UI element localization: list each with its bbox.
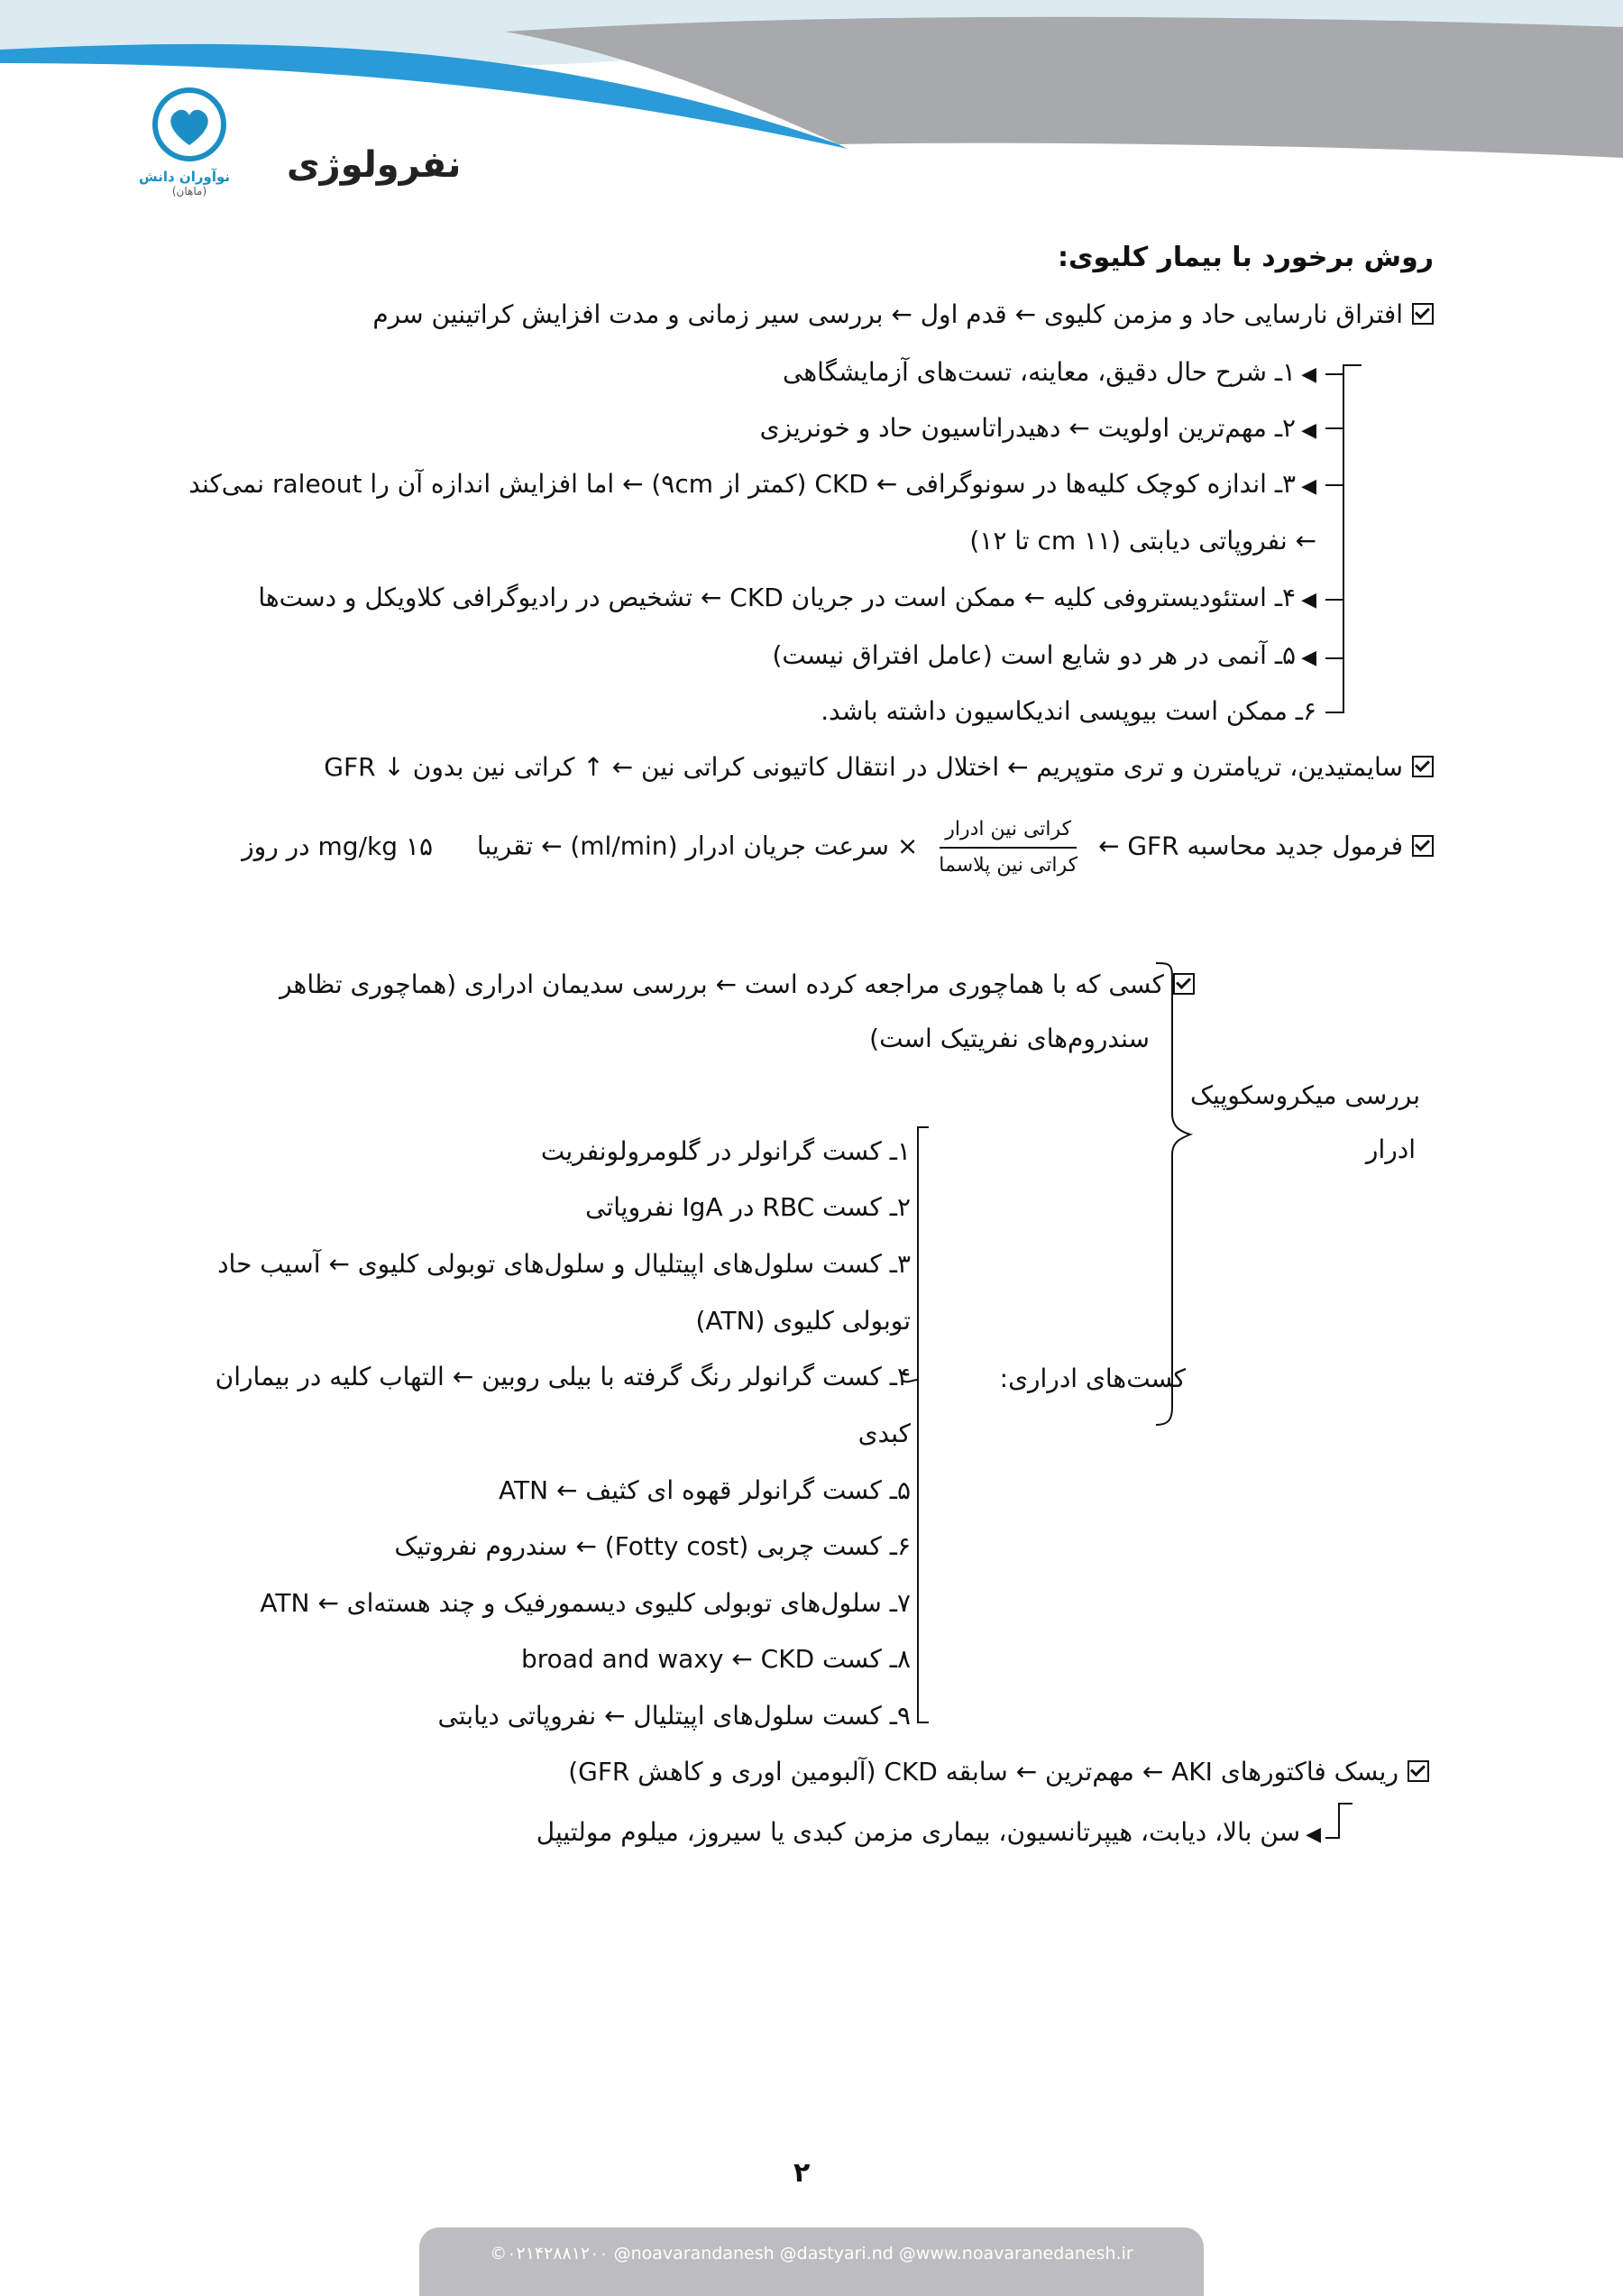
hematuria-text: کسی که با هماچوری مراجعه کرده است ← بررسی سدیمان ادراری (هماچوری تظاهر [280, 969, 1164, 999]
sub-item-text: سن بالا، دیابت، هیپرتانسیون، بیماری مزمن کبدی یا سیروز، میلوم مولتیپل [536, 1817, 1301, 1847]
sub-item [772, 640, 1316, 670]
hematuria-continuation: سندروم‌های نفریتیک است) [869, 1024, 1150, 1053]
triangle-arrow-icon: ◀ [1306, 1823, 1321, 1846]
sub-item-text: ۳ـ اندازه کوچک کلیه‌ها در سونوگرافی ← CKD (کمتر از ۹cm) ← اما افزایش اندازه آن را raleout نمی‌کند [188, 469, 1297, 499]
list-item [324, 752, 1434, 782]
checkbox-icon [1173, 973, 1195, 995]
microscopy-label: بررسی میکروسکوپیک [1189, 1080, 1420, 1110]
item-text: ریسک فاکتورهای AKI ← مهم‌ترین ← سابقه CKD (آلبومین اوری و کاهش GFR) [568, 1757, 1398, 1786]
triangle-arrow-icon: ◀ [1301, 589, 1316, 611]
sub-item-continuation: ← نفروپاتی دیابتی (cm ۱۱ تا ۱۲) [969, 526, 1316, 556]
checkbox-icon [1412, 835, 1434, 857]
sub-item [536, 1817, 1321, 1847]
triangle-arrow-icon: ◀ [1301, 475, 1316, 498]
sub-item [783, 357, 1316, 387]
triangle-arrow-icon: ◀ [1301, 363, 1316, 386]
cast-item: ۳ـ کست سلول‌های اپیتلیال و سلول‌های توبولی کلیوی ← آسیب حاد [217, 1249, 911, 1279]
subject-title: نفرولوژی [287, 144, 462, 186]
cast-item-continuation: توبولی کلیوی (ATN) [695, 1306, 911, 1336]
triangle-arrow-icon: ◀ [1301, 647, 1316, 669]
item-text: افتراق نارسایی حاد و مزمن کلیوی ← قدم اول ← بررسی سیر زمانی و مدت افزایش کراتینین سرم [372, 299, 1403, 329]
formula-end: ۱۵ mg/kg در روز [242, 831, 433, 861]
sub-item [258, 583, 1316, 612]
item-text: سایمتیدین، تریامترن و تری متوپریم ← اختلال در انتقال کاتیونی کراتی نین ← ↑ کراتی نین بدون ↓ GFR [324, 752, 1403, 782]
list-item [568, 1757, 1429, 1786]
formula-lead: فرمول جدید محاسبه GFR ← [1097, 831, 1403, 861]
cast-item: ۱ـ کست گرانولر در گلومرولونفریت [540, 1136, 911, 1166]
sub-item-text: ۱ـ شرح حال دقیق، معاینه، تست‌های آزمایشگاهی [783, 357, 1297, 387]
cast-item: ۲ـ کست RBC در IgA نفروپاتی [585, 1192, 911, 1222]
microscopy-label-2: ادرار [1365, 1134, 1416, 1164]
cast-item: ۸ـ کست broad and waxy ← CKD [520, 1644, 911, 1674]
sub-item: ۶ـ ممکن است بیوپسی اندیکاسیون داشته باشد. [821, 696, 1316, 726]
hematuria-item [280, 969, 1195, 999]
cast-item: ۷ـ سلول‌های توبولی کلیوی دیسمورفیک و چند هسته‌ای ← ATN [260, 1588, 911, 1618]
page-number: ۲ [793, 2157, 811, 2189]
cast-item: ۶ـ کست چربی (Fotty cost) ← سندروم نفروتیک [394, 1531, 911, 1561]
fraction-numerator: کراتی نین ادرار [940, 816, 1077, 849]
creatinine-fraction [933, 816, 1083, 878]
cast-item-continuation: کبدی [857, 1419, 911, 1448]
checkbox-icon [1412, 303, 1434, 325]
list-item [372, 299, 1434, 329]
section-heading: روش برخورد با بیمار کلیوی: [1057, 242, 1434, 273]
sub-item-text: ۵ـ آنمی در هر دو شایع است (عامل افتراق نیست) [772, 640, 1297, 670]
formula-tail: × سرعت جریان ادرار (ml/min) ← تقریبا [476, 831, 919, 861]
checkbox-icon [1408, 1760, 1429, 1782]
triangle-arrow-icon: ◀ [1301, 419, 1316, 442]
cast-item: ۹ـ کست سلول‌های اپیتلیال ← نفروپاتی دیابتی [437, 1701, 911, 1731]
cast-item: ۵ـ کست گرانولر قهوه ای کثیف ← ATN [499, 1475, 911, 1505]
checkbox-icon [1412, 756, 1434, 777]
sub-item-text: ۴ـ استئودیستروفی کلیه ← ممکن است در جریان CKD ← تشخیص در رادیوگرافی کلاویکل و دست‌ها [258, 583, 1297, 612]
logo-name: نوآوران دانش [139, 169, 230, 185]
logo-sub: (ماهان) [171, 185, 207, 197]
fraction-denominator: کراتی نین پلاسما [939, 853, 1078, 877]
sub-item [188, 469, 1316, 499]
sub-item-text: ۲ـ مهم‌ترین اولویت ← دهیدراتاسیون حاد و خونریزی [759, 413, 1297, 443]
cast-item: ۴ـ کست گرانولر رنگ گرفته با بیلی روبین ← التهاب کلیه در بیماران [215, 1362, 911, 1391]
sub-item [760, 413, 1316, 443]
footer-bar [419, 2227, 1204, 2296]
casts-label: کست‌های ادراری: [999, 1364, 1186, 1393]
footer-contact: ©۰۲۱۴۲۸۸۱۲۰۰ @noavarandanesh @dastyari.nd @www.noavaranedanesh.ir [490, 2244, 1133, 2264]
formula-item [242, 816, 1434, 878]
